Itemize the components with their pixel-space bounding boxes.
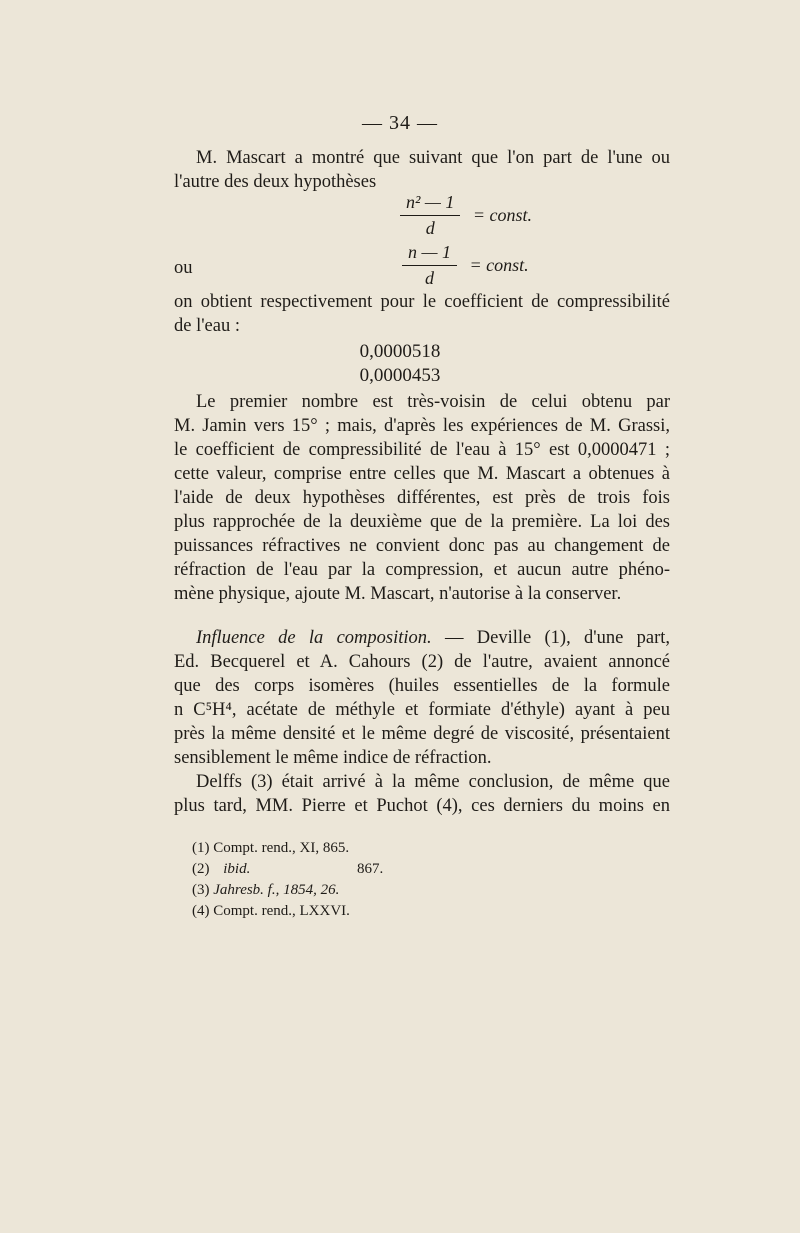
- paragraph-line: que des corps isomères (huiles essentielles de la formule: [174, 676, 670, 696]
- paragraph-line: on obtient respectivement pour le coefficient de compressibilité: [174, 292, 670, 312]
- paragraph-line: puissances réfractives ne convient donc pas au changement de: [174, 536, 670, 556]
- footnote: [192, 880, 383, 901]
- footnote: [192, 859, 383, 880]
- paragraph-line: cette valeur, comprise entre celles que M. Mascart a obtenues à: [174, 464, 670, 484]
- paragraph-line: Le premier nombre est très-voisin de celui obtenu par: [196, 392, 670, 412]
- paragraph-5: [174, 770, 670, 818]
- formula-denominator: d: [425, 218, 435, 238]
- paragraph-1: [174, 146, 670, 194]
- paragraph-line: M. Mascart a montré que suivant que l'on part de l'une ou: [196, 148, 670, 168]
- paragraph-line: plus rapprochée de la deuxième que de la première. La loi des: [174, 512, 670, 532]
- footnote-mark: (3): [192, 882, 210, 898]
- paragraph-line: [174, 626, 670, 650]
- page-number: — 34 —: [362, 112, 438, 134]
- footnotes: [192, 838, 383, 922]
- section-heading: Influence de la composition.: [196, 628, 432, 648]
- paragraph-line: le coefficient de compressibilité de l'eau à 15° est 0,0000471 ;: [174, 440, 670, 460]
- footnote-page: 867.: [357, 861, 384, 877]
- value-list: [0, 340, 800, 388]
- paragraph-line: Ed. Becquerel et A. Cahours (2) de l'autre, avaient annoncé: [174, 652, 670, 672]
- footnote-mark: (4): [192, 903, 210, 919]
- value-1: 0,0000518: [359, 341, 441, 362]
- formula-squared: [400, 192, 532, 239]
- paragraph-line: Delffs (3) était arrivé à la même conclusion, de même que: [196, 772, 670, 792]
- paragraph-line: près la même densité et le même degré de viscosité, présentaient: [174, 724, 670, 744]
- footnote: [192, 838, 383, 859]
- paragraph-line: de l'eau :: [174, 316, 240, 336]
- paragraph-line: mène physique, ajoute M. Mascart, n'autorise à la conserver.: [174, 584, 622, 604]
- formula-linear: [402, 242, 529, 289]
- paragraph-2: [174, 290, 670, 338]
- formula-numerator: n² — 1: [400, 192, 460, 216]
- paragraph-line: n C⁵H⁴, acétate de méthyle et formiate d'éthyle) ayant à peu: [174, 700, 670, 720]
- paragraph-line: l'aide de deux hypothèses différentes, est près de trois fois: [174, 488, 670, 508]
- paragraph-text: — Deville (1), d'une part,: [431, 628, 670, 648]
- paragraph-line: M. Jamin vers 15° ; mais, d'après les expériences de M. Grassi,: [174, 416, 670, 436]
- formula-rhs: = const.: [472, 205, 533, 225]
- footnote-source: ibid.: [223, 861, 251, 877]
- formula-denominator: d: [425, 268, 434, 288]
- paragraph-3: [174, 390, 670, 606]
- formula-rhs: = const.: [469, 255, 529, 275]
- value-2: 0,0000453: [359, 365, 441, 386]
- footnote-source: Compt. rend., XI, 865.: [213, 840, 350, 856]
- footnote-mark: (2): [192, 861, 210, 877]
- paragraph-line: sensiblement le même indice de réfraction.: [174, 748, 492, 768]
- footnote: [192, 901, 383, 922]
- ou-label: ou: [174, 258, 193, 278]
- paragraph-line: l'autre des deux hypothèses: [174, 172, 377, 192]
- paragraph-line: réfraction de l'eau par la compression, et aucun autre phéno-: [174, 560, 670, 580]
- paragraph-4: [174, 626, 670, 770]
- formula-numerator: n — 1: [402, 242, 457, 266]
- paragraph-line: plus tard, MM. Pierre et Puchot (4), ces derniers du moins en: [174, 796, 670, 816]
- footnote-source: Jahresb. f., 1854, 26.: [213, 882, 340, 898]
- footnote-source: Compt. rend., LXXVI.: [213, 903, 350, 919]
- footnote-mark: (1): [192, 840, 210, 856]
